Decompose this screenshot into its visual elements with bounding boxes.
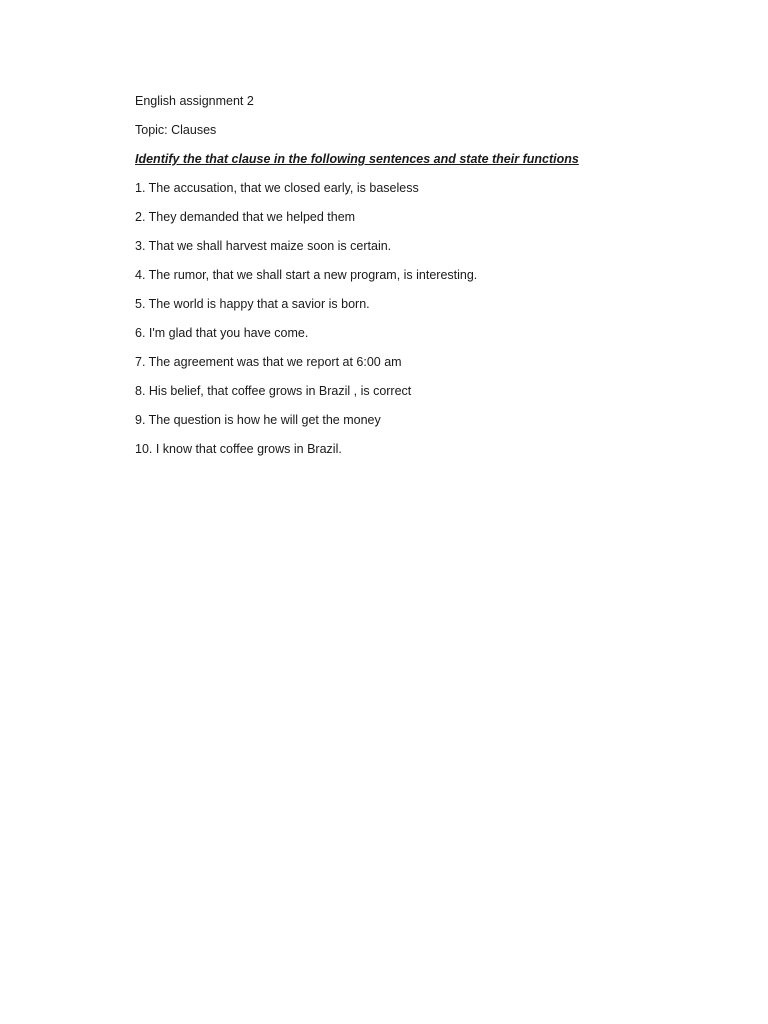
- sentence-item: 9. The question is how he will get the money: [135, 413, 381, 427]
- sentence-item: 5. The world is happy that a savior is born.: [135, 297, 370, 311]
- sentence-item: 6. I'm glad that you have come.: [135, 326, 309, 340]
- sentence-item: 7. The agreement was that we report at 6:00 am: [135, 355, 402, 369]
- sentence-item: 2. They demanded that we helped them: [135, 210, 356, 224]
- sentence-item: 4. The rumor, that we shall start a new program, is interesting.: [135, 268, 478, 282]
- document-body: [135, 92, 695, 469]
- sentence-item: 1. The accusation, that we closed early, is baseless: [135, 181, 419, 195]
- sentence-item: 3. That we shall harvest maize soon is certain.: [135, 239, 392, 253]
- sentence-item: 10. I know that coffee grows in Brazil.: [135, 442, 342, 456]
- topic-line: Topic: Clauses: [135, 123, 217, 137]
- instruction-line: Identify the that clause in the following sentences and state their functions: [135, 152, 579, 166]
- sentence-item: 8. His belief, that coffee grows in Brazil , is correct: [135, 384, 412, 398]
- assignment-title: English assignment 2: [135, 94, 254, 108]
